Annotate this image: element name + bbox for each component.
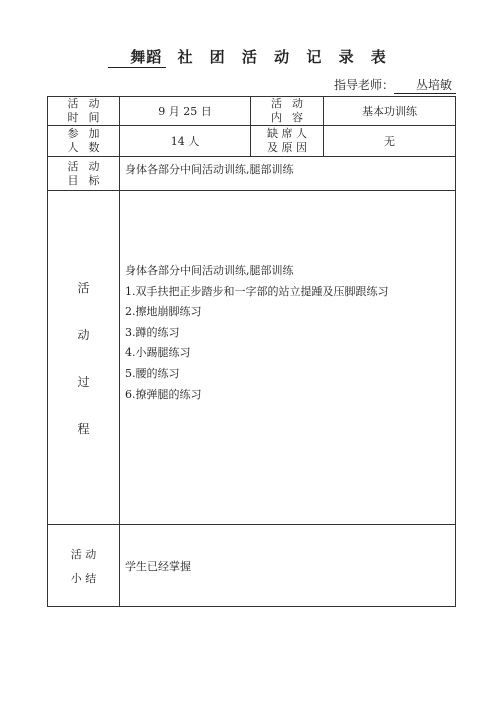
summary-label: 活 动 小 结 [48,525,120,607]
absent-label: 缺 席 人 及 原 因 [251,126,324,157]
title-text: 社 团 活 动 记 录 表 [177,48,392,66]
count-label: 参 加 人 数 [48,126,120,157]
table-row-attendance [48,126,456,157]
process-item: 1.双手扶把正步踏步和一字部的站立提踵及压脚跟练习 [125,284,389,298]
time-value: 9 月 25 日 [120,97,251,126]
process-item: 3.蹲的练习 [125,325,180,339]
activity-record-table [47,96,456,607]
process-item: 5.腰的练习 [125,366,180,380]
teacher-name: 丛培敏 [394,76,456,94]
process-item: 4.小踢腿练习 [125,346,191,360]
process-item: 2.擦地崩脚练习 [125,305,202,319]
summary-value: 学生已经掌握 [120,525,456,607]
goal-value: 身体各部分中间活动训练,腿部训练 [120,157,456,191]
time-label: 活 动 时 间 [48,97,120,126]
process-label: 活 动 过 程 [48,191,120,525]
content-value: 基本功训练 [324,97,456,126]
absent-value: 无 [324,126,456,157]
process-content [120,191,456,525]
table-row-goal [48,157,456,191]
teacher-label: 指导老师： [333,78,394,92]
teacher-line [334,76,456,94]
process-item: 6.撩弹腿的练习 [125,387,202,401]
table-row-process [48,191,456,525]
content-label: 活 动 内 容 [251,97,324,126]
table-row-time-content [48,97,456,126]
table-row-summary [48,525,456,607]
form-title [0,46,500,68]
count-value: 14 人 [120,126,251,157]
process-intro: 身体各部分中间活动训练,腿部训练 [125,264,294,277]
title-activity-name: 舞蹈 [108,46,166,68]
goal-label: 活 动 目 标 [48,157,120,191]
